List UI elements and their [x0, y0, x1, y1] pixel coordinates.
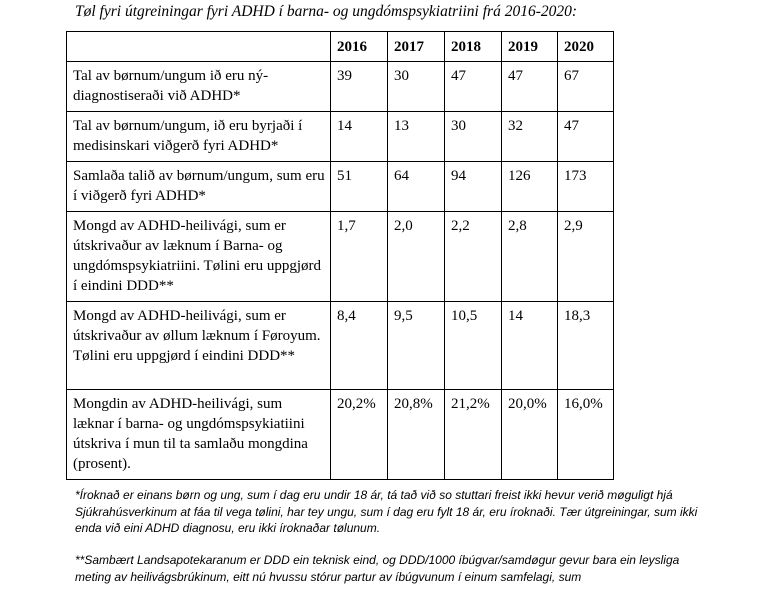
- row-label: Tal av børnum/ungum, ið eru byrjaði í medisinskari viðgerð fyri ADHD*: [67, 112, 331, 162]
- row-label: Samlaða talið av børnum/ungum, sum eru í viðgerð fyri ADHD*: [67, 162, 331, 212]
- table-cell: 47: [445, 62, 502, 112]
- footnote-ddd-unit: **Sambært Landsapotekaranum er DDD ein teknisk eind, og DDD/1000 íbúgvar/samdøgur gevur bara ein leysliga meting av heilivágsbrúkinum, eitt nú hvussu stórur partur av íbúgvunum í einum samfelagi, sum: [75, 553, 680, 584]
- year-header-2019: 2019: [502, 32, 558, 62]
- table-cell: 94: [445, 162, 502, 212]
- table-row: [67, 302, 614, 390]
- table-cell: 173: [558, 162, 614, 212]
- table-row: [67, 112, 614, 162]
- table-cell: 126: [502, 162, 558, 212]
- table-row: [67, 62, 614, 112]
- table-caption: Tøl fyri útgreiningar fyri ADHD í barna- og ungdómspsykiatriini frá 2016-2020:: [75, 3, 578, 20]
- table-cell: 2,8: [502, 212, 558, 302]
- table-cell: 18,3: [558, 302, 614, 390]
- table-cell: 14: [502, 302, 558, 390]
- year-header-2018: 2018: [445, 32, 502, 62]
- year-header-2017: 2017: [388, 32, 445, 62]
- table-cell: 14: [331, 112, 388, 162]
- table-cell: 2,2: [445, 212, 502, 302]
- table-cell: 9,5: [388, 302, 445, 390]
- table-cell: 21,2%: [445, 390, 502, 480]
- table-cell: 39: [331, 62, 388, 112]
- table-cell: 30: [445, 112, 502, 162]
- table-cell: 32: [502, 112, 558, 162]
- table-cell: 64: [388, 162, 445, 212]
- table-cell: 13: [388, 112, 445, 162]
- table-cell: 30: [388, 62, 445, 112]
- adhd-diagnosis-table: [66, 31, 614, 480]
- row-label: Mongd av ADHD-heilivági, sum er útskrivaður av øllum læknum í Føroyum. Tølini eru uppgjørd í eindini DDD**: [67, 302, 331, 390]
- table-cell: 10,5: [445, 302, 502, 390]
- year-header-2016: 2016: [331, 32, 388, 62]
- table-cell: 8,4: [331, 302, 388, 390]
- header-empty-cell: [67, 32, 331, 62]
- row-label: Mongd av ADHD-heilivági, sum er útskrivaður av læknum í Barna- og ungdómspsykiatriini. Tølini eru uppgjørd í eindini DDD**: [67, 212, 331, 302]
- table-row: [67, 162, 614, 212]
- table-cell: 20,0%: [502, 390, 558, 480]
- row-label: Tal av børnum/ungum ið eru ný-diagnostiseraði við ADHD*: [67, 62, 331, 112]
- table-cell: 47: [558, 112, 614, 162]
- table-cell: 51: [331, 162, 388, 212]
- table-cell: 67: [558, 62, 614, 112]
- table-cell: 20,8%: [388, 390, 445, 480]
- table-row: [67, 390, 614, 480]
- table-cell: 47: [502, 62, 558, 112]
- table-cell: 20,2%: [331, 390, 388, 480]
- table-row: [67, 212, 614, 302]
- table-header-row: [67, 32, 614, 62]
- footnote-age-scope: *Íroknað er einans børn og ung, sum í dag eru undir 18 ár, tá tað við so stuttari freist ikki hevur verið møguligt hjá Sjúkrahúsverkinum at fáa til vega tølini, har tey ungu, sum í dag eru fylt 18 ár, eru íroknaði. Tær útgreiningar, sum ikki enda við eini ADHD diagnosu, eru ikki íroknaðar tølunum.: [75, 488, 698, 535]
- table-cell: 2,0: [388, 212, 445, 302]
- table-cell: 16,0%: [558, 390, 614, 480]
- row-label: Mongdin av ADHD-heilivági, sum læknar í barna- og ungdómspsykiatiini útskriva í mun til ta samlaðu mongdina (prosent).: [67, 390, 331, 480]
- table-cell: 2,9: [558, 212, 614, 302]
- year-header-2020: 2020: [558, 32, 614, 62]
- table-cell: 1,7: [331, 212, 388, 302]
